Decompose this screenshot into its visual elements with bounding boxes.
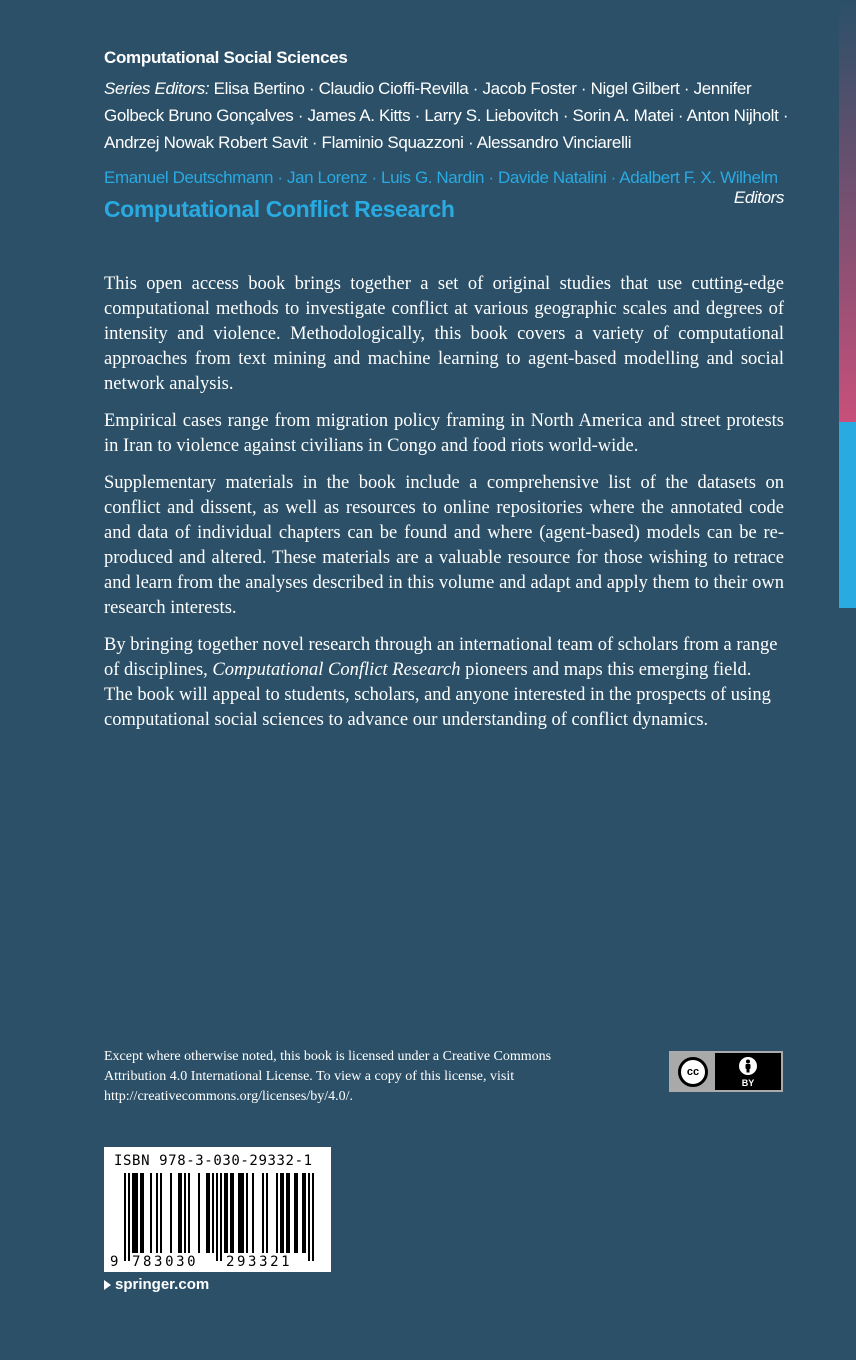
barcode-bar <box>280 1173 282 1253</box>
barcode-bar <box>312 1173 314 1261</box>
barcode-bar <box>304 1173 306 1253</box>
barcode-bar <box>134 1173 136 1253</box>
publisher-url: springer.com <box>115 1276 210 1293</box>
barcode-bar <box>156 1173 158 1253</box>
barcode-bar <box>276 1173 278 1253</box>
barcode-digit-first: 9 <box>110 1254 122 1270</box>
cc-by-badge[interactable] <box>669 1051 783 1092</box>
barcode-digits-right: 293321 <box>226 1254 293 1270</box>
barcode-bar <box>286 1173 288 1253</box>
barcode-bar <box>232 1173 234 1253</box>
barcode-bar <box>282 1173 284 1253</box>
series-editors-label: Series Editors: <box>104 79 210 98</box>
blurb-p4-book-title: Computational Conflict Research <box>212 660 461 680</box>
barcode-bars <box>104 1147 331 1272</box>
isbn-barcode <box>104 1147 331 1272</box>
cc-logo-area <box>671 1053 715 1090</box>
barcode-bar <box>308 1173 310 1261</box>
barcode-bar <box>170 1173 172 1253</box>
barcode-bar <box>216 1173 218 1261</box>
barcode-bar <box>208 1173 210 1253</box>
barcode-bar <box>302 1173 304 1253</box>
arrow-right-icon <box>104 1280 111 1290</box>
person-icon <box>737 1055 759 1077</box>
series-editors <box>104 75 794 156</box>
blurb-paragraph-3: Supplementary materials in the book include a comprehensive list of the datasets on conflict and dissent, as well as resources to online repositories where the annotated code and data of individual chapters can be found and where (agent-based) models can be re-produced and altered. These materials are a valuable resource for those wishing to retrace and learn from the analyses described in this volume and adapt and apply them to their own research interests. <box>104 473 784 618</box>
side-color-bar-pink <box>839 0 856 422</box>
isbn-label: ISBN 978-3-030-29332-1 <box>114 1153 313 1169</box>
barcode-bar <box>220 1173 222 1261</box>
barcode-bar <box>238 1173 240 1253</box>
barcode-bar <box>124 1173 126 1261</box>
barcode-bar <box>142 1173 144 1253</box>
barcode-bar <box>288 1173 290 1253</box>
book-editors-role: Editors <box>733 188 784 207</box>
barcode-bar <box>294 1173 296 1253</box>
barcode-bar <box>206 1173 208 1253</box>
barcode-bar <box>180 1173 182 1253</box>
series-editors-names: Elisa Bertino · Claudio Cioffi-Revilla · Jacob Foster · Nigel Gilbert · Jennifer Golbeck Bruno Gonçalves · James A. Kitts · Larry S. Liebovitch · Sorin A. Matei · Anton Nijholt · Andrzej Nowak Robert Savit · Flaminio Squazzoni · Alessandro Vinciarelli <box>104 79 789 152</box>
barcode-bar <box>246 1173 248 1253</box>
blurb-paragraph-1: This open access book brings together a set of original studies that use cutting-edge computational methods to investigate conflict at various geographic scales and degrees of intensity and violence. Methodologically, this book covers a variety of computational approaches from text mining and machine learning to agent-based modelling and social network analysis. <box>104 274 784 394</box>
license-text: Except where otherwise noted, this book is licensed under a Creative Commons Attribution 4.0 International License. To view a copy of this license, visit http://creativecommons.org/licenses/by/4.0/. <box>104 1049 552 1104</box>
barcode-bar <box>198 1173 200 1253</box>
series-title: Computational Social Sciences <box>104 48 348 67</box>
barcode-bar <box>128 1173 130 1261</box>
barcode-bar <box>140 1173 142 1253</box>
blurb-p4-end: pioneers and maps this emerging field. The book will appeal to students, scholars, and anyone interested in the prospects of using computational social sciences to advance our understanding of conflict dynamics. <box>104 660 771 730</box>
barcode-bar <box>252 1173 254 1253</box>
barcode-bar <box>242 1173 244 1253</box>
barcode-bar <box>212 1173 214 1253</box>
barcode-bar <box>178 1173 180 1253</box>
barcode-bar <box>150 1173 152 1253</box>
blurb-p4-start: By bringing together novel research through an international team of scholars from a range of disciplines, <box>104 635 778 680</box>
barcode-bar <box>230 1173 232 1253</box>
barcode-bar <box>266 1173 268 1253</box>
barcode-digits-left: 783030 <box>132 1254 199 1270</box>
blurb <box>104 272 784 745</box>
barcode-bar <box>184 1173 186 1253</box>
barcode-bar <box>188 1173 190 1253</box>
cc-icon: cc <box>678 1057 708 1087</box>
barcode-bar <box>160 1173 162 1253</box>
blurb-paragraph-2: Empirical cases range from migration policy framing in North America and street protests in Iran to violence against civilians in Congo and food riots world-wide. <box>104 411 784 456</box>
barcode-bar <box>262 1173 264 1253</box>
by-label: BY <box>741 1078 755 1088</box>
barcode-bar <box>136 1173 138 1253</box>
by-area <box>715 1053 781 1090</box>
book-editors-names: Emanuel Deutschmann · Jan Lorenz · Luis G. Nardin · Davide Natalini · Adalbert F. X. Wilhelm <box>104 168 778 187</box>
book-title: Computational Conflict Research <box>104 196 455 222</box>
side-color-bar-cyan <box>839 422 856 608</box>
barcode-bar <box>296 1173 298 1253</box>
barcode-bar <box>226 1173 228 1253</box>
barcode-bar <box>132 1173 134 1253</box>
barcode-bar <box>224 1173 226 1253</box>
blurb-paragraph-4 <box>104 633 784 733</box>
barcode-bar <box>240 1173 242 1253</box>
publisher-link[interactable] <box>104 1276 209 1293</box>
